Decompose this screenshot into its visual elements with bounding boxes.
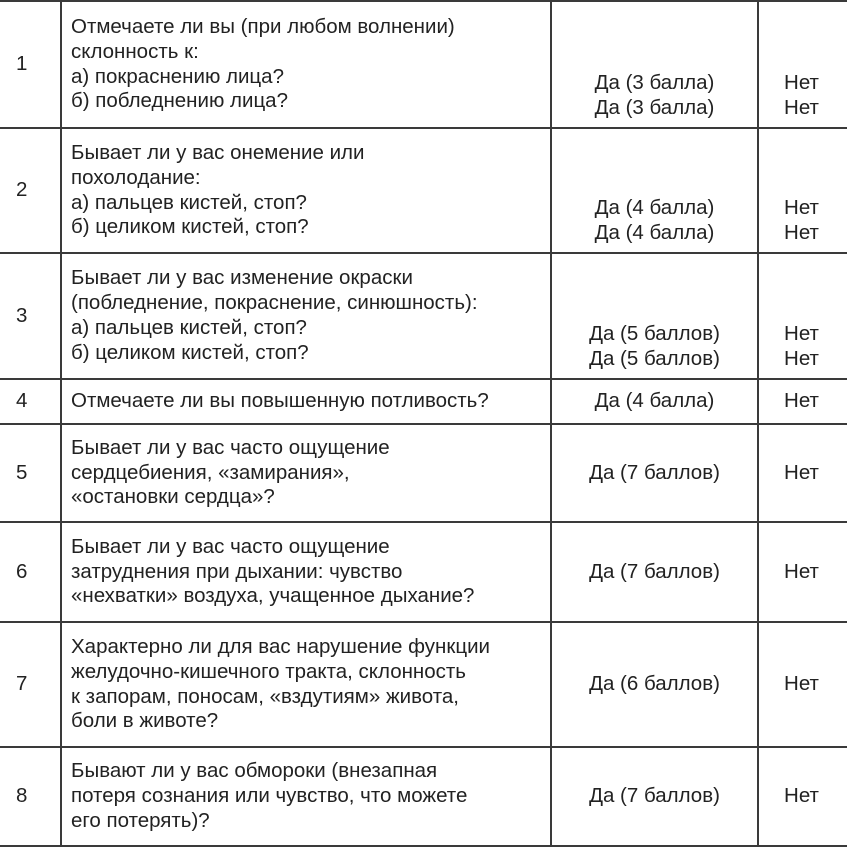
answer-no-option[interactable]: Нет (784, 784, 819, 808)
question-line: желудочно-кишечного тракта, склонность (71, 659, 466, 683)
answer-yes-option[interactable]: Да (4 балла) (594, 221, 715, 245)
answer-no-option[interactable]: Нет (784, 196, 819, 220)
question-text (61, 128, 551, 253)
question-line: его потерять)? (71, 808, 210, 832)
answer-yes-cell (551, 424, 758, 522)
question-line: а) пальцев кистей, стоп? (71, 316, 307, 339)
answer-yes-option[interactable]: Да (4 балла) (594, 389, 715, 413)
question-line: «нехватки» воздуха, учащенное дыхание? (71, 584, 475, 608)
answer-no-option[interactable]: Нет (784, 460, 819, 484)
question-row (0, 379, 847, 424)
answer-yes-cell (551, 1, 758, 128)
answer-yes-cell (551, 622, 758, 747)
answer-yes-option[interactable]: Да (7 баллов) (589, 460, 720, 484)
question-line: потеря сознания или чувство, что можете (71, 784, 468, 808)
question-text (61, 1, 551, 128)
question-line: б) целиком кистей, стоп? (71, 215, 309, 239)
answer-yes-option[interactable]: Да (4 балла) (594, 196, 715, 220)
answer-no-cell (758, 747, 847, 846)
question-number: 2 (0, 128, 61, 253)
question-line: а) пальцев кистей, стоп? (71, 190, 307, 214)
question-row (0, 747, 847, 846)
answer-no-option[interactable]: Нет (784, 96, 819, 120)
question-number: 1 (0, 1, 61, 128)
answer-yes-option[interactable]: Да (3 балла) (594, 96, 715, 120)
answer-yes-cell (551, 128, 758, 253)
question-line: «остановки сердца»? (71, 485, 275, 509)
answer-yes-option[interactable]: Да (3 балла) (594, 71, 715, 95)
answer-yes-cell (551, 522, 758, 622)
question-line: склонность к: (71, 39, 199, 63)
answer-no-option[interactable]: Нет (784, 672, 819, 696)
question-number: 4 (0, 379, 61, 424)
answer-yes-option[interactable]: Да (7 баллов) (589, 559, 720, 583)
question-line: Характерно ли для вас нарушение функции (71, 634, 490, 658)
question-number: 6 (0, 522, 61, 622)
question-line: сердцебиения, «замирания», (71, 460, 350, 484)
question-line: (побледнение, покраснение, синюшность): (71, 291, 478, 315)
question-line: Бывает ли у вас часто ощущение (71, 534, 390, 558)
questionnaire-body (0, 1, 847, 846)
question-line: похолодание: (71, 165, 201, 189)
question-line: затруднения при дыхании: чувство (71, 559, 403, 583)
answer-no-cell (758, 522, 847, 622)
question-text (61, 253, 551, 379)
question-line: Отмечаете ли вы (при любом волнении) (71, 14, 455, 38)
answer-no-option[interactable]: Нет (784, 559, 819, 583)
question-number: 7 (0, 622, 61, 747)
question-line: Бывает ли у вас изменение окраски (71, 266, 413, 290)
question-number: 8 (0, 747, 61, 846)
question-line: боли в животе? (71, 709, 219, 733)
answer-no-option[interactable]: Нет (784, 71, 819, 95)
question-line: б) целиком кистей, стоп? (71, 340, 309, 364)
answer-yes-cell (551, 253, 758, 379)
answer-no-cell (758, 622, 847, 747)
question-row (0, 1, 847, 128)
answer-yes-option[interactable]: Да (5 баллов) (589, 347, 720, 371)
question-text (61, 522, 551, 622)
answer-yes-option[interactable]: Да (7 баллов) (589, 784, 720, 808)
answer-no-cell (758, 128, 847, 253)
answer-yes-option[interactable]: Да (5 баллов) (589, 322, 720, 346)
question-text (61, 424, 551, 522)
question-row (0, 253, 847, 379)
question-line: Отмечаете ли вы повышенную потливость? (71, 389, 489, 413)
question-line: а) покраснению лица? (71, 64, 284, 88)
answer-no-option[interactable]: Нет (784, 221, 819, 245)
answer-no-cell (758, 424, 847, 522)
answer-no-option[interactable]: Нет (784, 347, 819, 371)
answer-no-cell (758, 253, 847, 379)
question-number: 5 (0, 424, 61, 522)
question-line: Бывают ли у вас обмороки (внезапная (71, 759, 438, 783)
answer-no-cell (758, 379, 847, 424)
question-row (0, 522, 847, 622)
question-text (61, 622, 551, 747)
answer-no-cell (758, 1, 847, 128)
question-text (61, 379, 551, 424)
answer-no-option[interactable]: Нет (784, 322, 819, 346)
answer-yes-cell (551, 379, 758, 424)
question-line: Бывает ли у вас часто ощущение (71, 435, 390, 459)
question-line: б) побледнению лица? (71, 89, 288, 113)
question-number: 3 (0, 253, 61, 379)
answer-no-option[interactable]: Нет (784, 389, 819, 413)
question-text (61, 747, 551, 846)
question-row (0, 424, 847, 522)
question-line: к запорам, поносам, «вздутиям» живота, (71, 684, 459, 708)
answer-yes-option[interactable]: Да (6 баллов) (589, 672, 720, 696)
question-row (0, 128, 847, 253)
question-line: Бывает ли у вас онемение или (71, 140, 365, 164)
question-row (0, 622, 847, 747)
answer-yes-cell (551, 747, 758, 846)
